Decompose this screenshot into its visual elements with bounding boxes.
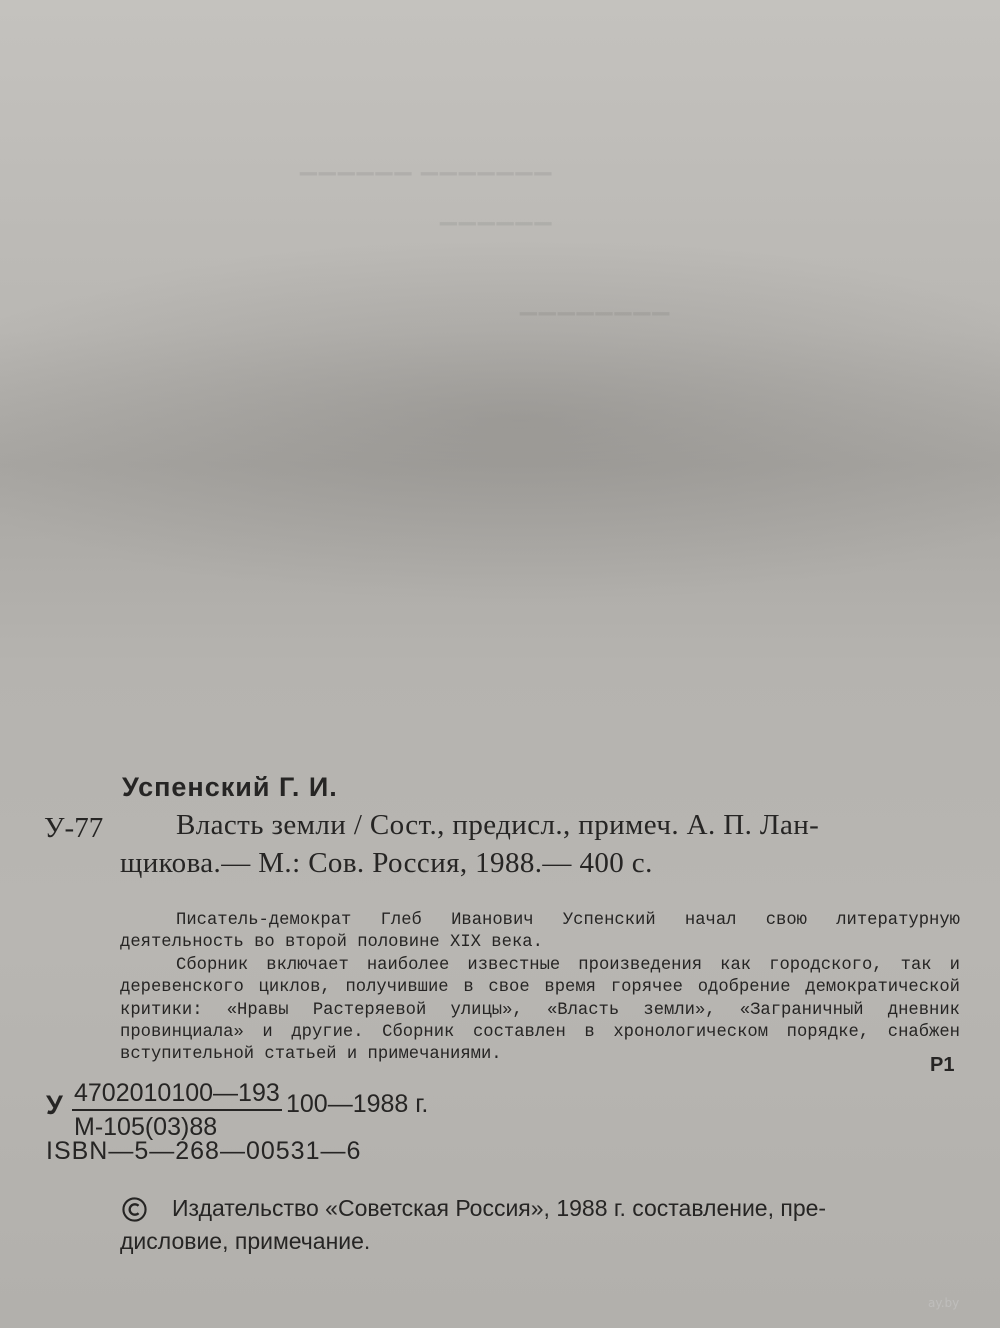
publisher-code-denominator: М-105(03)88: [74, 1113, 218, 1141]
index-code: У-77: [44, 812, 104, 844]
isbn-number: ISBN—5—268—00531—6: [46, 1137, 362, 1165]
classification-code: Р1: [930, 1054, 955, 1076]
price-year-code: 100—1988 г.: [286, 1090, 429, 1118]
bibliographic-record: [120, 806, 960, 882]
copyright-line: Издательство «Советская Россия», 1988 г. составление, пре-: [172, 1195, 827, 1221]
bibliographic-line: Власть земли / Сост., предисл., примеч. А. П. Лан-: [176, 809, 820, 841]
bleed-through-text: ▁▁▁▁▁▁ ▁▁▁▁▁▁▁: [300, 150, 554, 175]
annotation-paragraph: Сборник включает наиболее известные произведения как городского, так и деревенского циклов, получившие в свое время горячее одобрение демократической критики: «Нравы Растеряевой улицы», «Власть земли», «Заграничный дневник провинциала» и другие. Сборник составлен в хронологическом порядке, снабжен вступительной статьей и примечаниями.: [120, 955, 960, 1065]
publisher-code-fraction: [72, 1078, 282, 1142]
annotation: [120, 910, 960, 1067]
bleed-through-text: ▁▁▁▁▁▁▁▁: [520, 290, 672, 315]
author-name: Успенский Г. И.: [122, 772, 338, 802]
bleed-through-text: ▁▁▁▁▁▁: [440, 200, 554, 225]
site-watermark: ay.by: [928, 1296, 960, 1310]
bibliographic-line: щикова.— М.: Сов. Россия, 1988.— 400 с.: [120, 847, 653, 879]
publisher-code-numerator: 4702010100—193: [72, 1078, 282, 1111]
publisher-code-letter: У: [46, 1090, 63, 1120]
annotation-paragraph: Писатель-демократ Глеб Иванович Успенский начал свою литературную деятельность во второй половине XIX века.: [120, 911, 960, 953]
copyright-notice: [120, 1192, 960, 1258]
copyright-line: дисловие, примечание.: [120, 1228, 371, 1254]
